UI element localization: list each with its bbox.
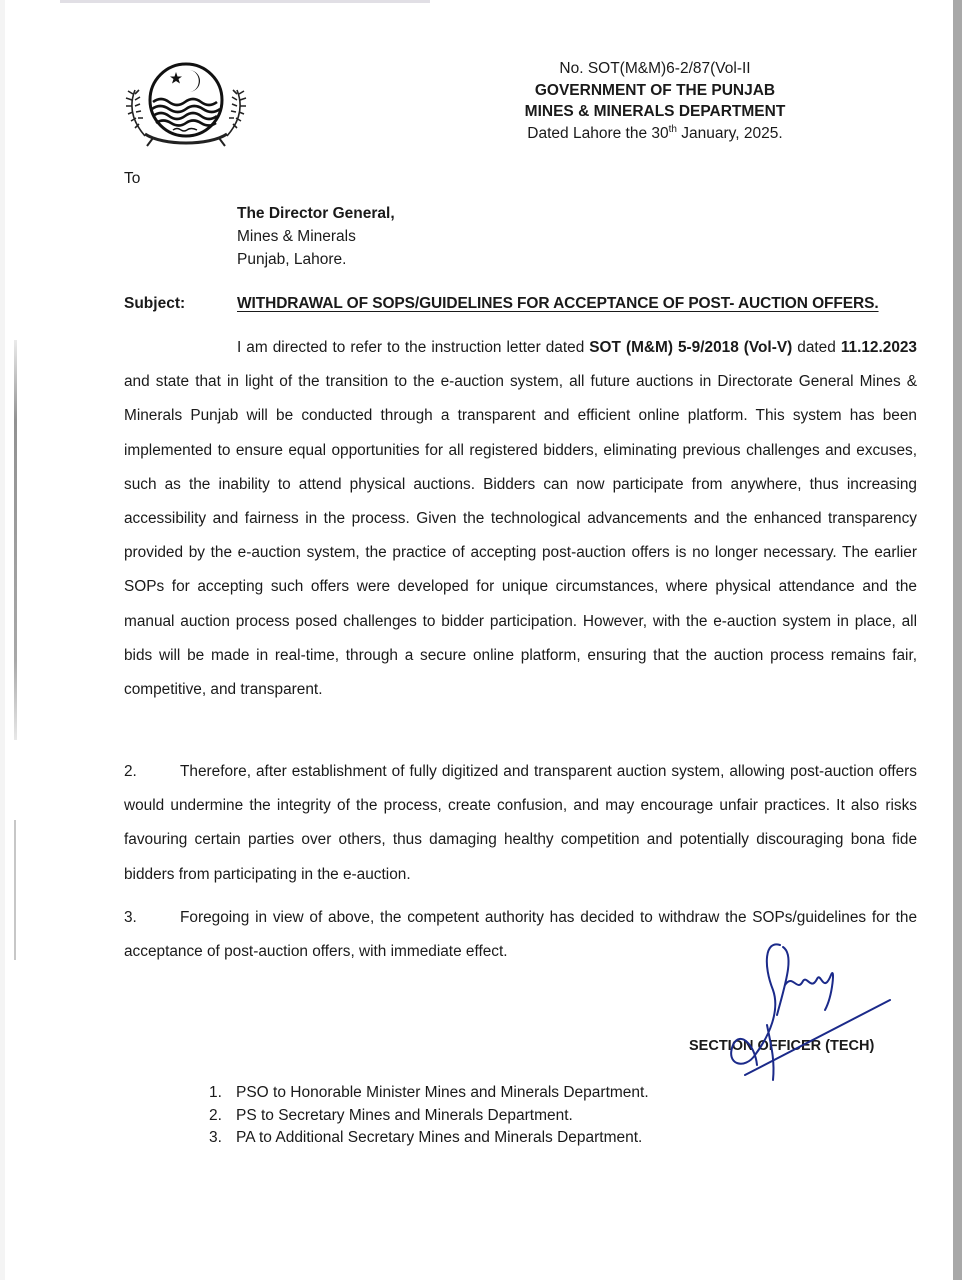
page-fold-shadow: [14, 340, 17, 740]
government-name: GOVERNMENT OF THE PUNJAB: [534, 81, 776, 99]
subject-text: WITHDRAWAL OF SOPS/GUIDELINES FOR ACCEPTANCE OF POST- AUCTION OFFERS.: [237, 295, 879, 312]
department-name: MINES & MINERALS DEPARTMENT: [524, 103, 786, 120]
page-fold-shadow: [14, 820, 16, 960]
paragraph-2: [124, 755, 917, 892]
copy-to-item: [209, 1082, 649, 1105]
to-label: To: [124, 170, 141, 187]
para1-text: dated: [792, 339, 841, 356]
item-number: 1.: [209, 1084, 222, 1101]
date-ordinal: th: [668, 123, 677, 135]
subject-label: Subject:: [124, 295, 186, 312]
item-number: 3.: [209, 1129, 222, 1146]
para2-text: Therefore, after establishment of fully digitized and transparent auction system, allowing post-auction offers would undermine the integrity of the process, create confusion, and may encourage unfair practices. It also risks favouring certain parties over others, thus damaging healthy competition and potentially discouraging bona fide bidders from participating in the e-auction.: [124, 763, 917, 883]
scan-edge: [953, 0, 962, 1280]
date-prefix: Dated Lahore the 30: [527, 124, 669, 142]
reference-letter-date: 11.12.2023: [840, 339, 917, 356]
item-number: 2.: [209, 1106, 222, 1124]
reference-letter-number: SOT (M&M) 5-9/2018 (Vol-V): [589, 339, 793, 356]
para1-text: I am directed to refer to the instruction letter dated: [237, 339, 590, 356]
signatory-title: SECTION OFFICER (TECH): [689, 1038, 875, 1054]
recipient-line: Mines & Minerals: [237, 228, 356, 245]
item-text: PS to Secretary Mines and Minerals Department.: [236, 1106, 573, 1124]
paragraph-3: [124, 901, 917, 969]
letter-header: [495, 58, 815, 144]
letter-date: [495, 123, 815, 145]
reference-number: No. SOT(M&M)6-2/87(Vol-II: [559, 60, 751, 77]
paragraph-number: 3.: [124, 909, 137, 926]
item-text: PSO to Honorable Minister Mines and Minerals Department.: [236, 1084, 649, 1101]
date-rest: January, 2025.: [676, 124, 783, 142]
document-page: [5, 0, 953, 1280]
paragraph-1: [124, 331, 917, 707]
paragraph-number: 2.: [124, 763, 137, 780]
copy-to-item: [209, 1127, 649, 1150]
punjab-government-emblem-icon: [123, 60, 249, 150]
recipient-line: Punjab, Lahore.: [237, 251, 347, 268]
para3-text: Foregoing in view of above, the competent authority has decided to withdraw the SOPs/guidelines for the acceptance of post-auction offers, with immediate effect.: [124, 909, 917, 961]
item-text: PA to Additional Secretary Mines and Minerals Department.: [236, 1129, 643, 1146]
scan-artifact: [60, 0, 430, 3]
copy-to-list: [209, 1082, 649, 1150]
copy-to-item: [209, 1105, 649, 1128]
para1-text: and state that in light of the transition to the e-auction system, all future auctions in Directorate General Mines & Minerals Punjab will be conducted through a transparent and efficient online platform. This system has been implemented to ensure equal opportunities for all registered bidders, eliminating previous challenges and excuses, such as the inability to attend physical auctions. Bidders can now participate from anywhere, thus increasing accessibility and fairness in the process. Given the technological advancements and the enhanced transparency provided by the e-auction system, the practice of accepting post-auction offers is no longer necessary. The earlier SOPs for accepting such offers were developed for unique circumstances, where physical attendance and the manual auction process posed challenges to bidder participation. However, with the e-auction system in place, all bids will be made in real-time, through a secure online platform, ensuring that the auction process remains fair, competitive, and transparent.: [124, 373, 917, 699]
recipient-line: The Director General,: [237, 205, 395, 222]
recipient-address: [237, 202, 395, 271]
